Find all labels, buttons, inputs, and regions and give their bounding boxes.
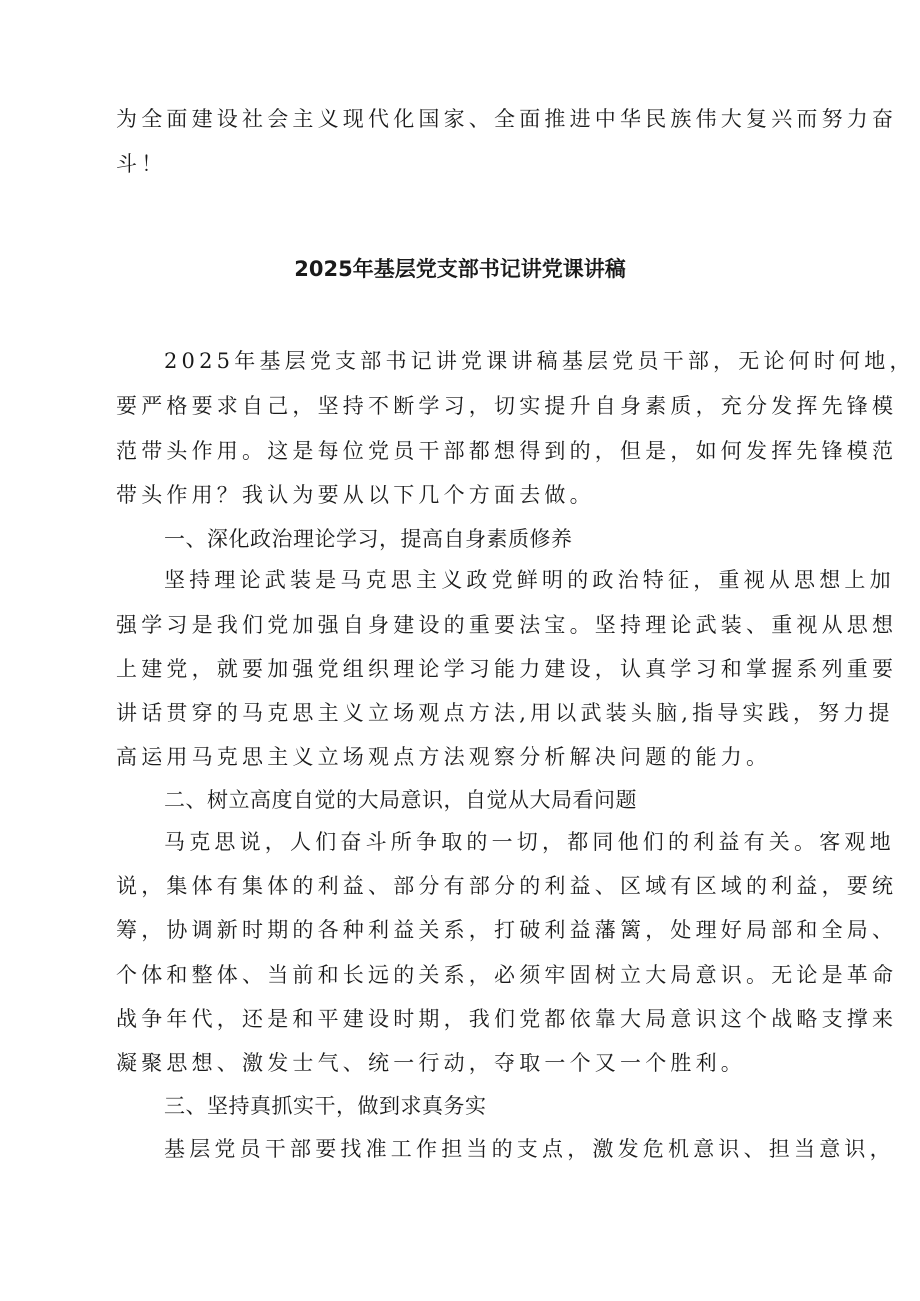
section-heading: 一、深化政治理论学习，提高自身素质修养 (164, 527, 573, 551)
intro-line: 范带头作用。这是每位党员干部都想得到的，但是，如何发挥先锋模范 (116, 439, 898, 463)
intro-line: 带头作用？我认为要从以下几个方面去做。 (116, 483, 595, 507)
section-line: 说，集体有集体的利益、部分有部分的利益、区域有区域的利益，要统 (116, 874, 898, 898)
section-line: 坚持理论武装是马克思主义政党鲜明的政治特征，重视从思想上加 (164, 568, 895, 592)
section-line: 凝聚思想、激发士气、统一行动，夺取一个又一个胜利。 (116, 1051, 746, 1075)
section-line: 基层党员干部要找准工作担当的支点，激发危机意识、担当意识， (164, 1137, 895, 1161)
section-line: 上建党，就要加强党组织理论学习能力建设，认真学习和掌握系列重要 (116, 657, 898, 681)
body-line: 为全面建设社会主义现代化国家、全面推进中华民族伟大复兴而努力奋 (116, 107, 898, 131)
section-heading: 三、坚持真抓实干，做到求真务实 (164, 1094, 487, 1118)
intro-line: 2025年基层党支部书记讲党课讲稿基层党员干部，无论何时何地， (164, 349, 915, 373)
section-heading: 二、树立高度自觉的大局意识，自觉从大局看问题 (164, 788, 637, 812)
body-line: 斗！ (116, 152, 167, 176)
section-line: 筹，协调新时期的各种利益关系，打破利益藩篱，处理好局部和全局、 (116, 918, 898, 942)
section-line: 战争年代，还是和平建设时期，我们党都依靠大局意识这个战略支撑来 (116, 1007, 898, 1031)
section-line: 高运用马克思主义立场观点方法观察分析解决问题的能力。 (116, 745, 772, 769)
section-line: 强学习是我们党加强自身建设的重要法宝。坚持理论武装、重视从思想 (116, 613, 898, 637)
document-title: 2025年基层党支部书记讲党课讲稿 (294, 257, 626, 281)
intro-line: 要严格要求自己，坚持不断学习，切实提升自身素质，充分发挥先锋模 (116, 394, 898, 418)
section-line: 讲话贯穿的马克思主义立场观点方法,用以武装头脑,指导实践，努力提 (116, 701, 894, 725)
section-line: 马克思说，人们奋斗所争取的一切，都同他们的利益有关。客观地 (164, 830, 895, 854)
section-line: 个体和整体、当前和长远的关系，必须牢固树立大局意识。无论是革命 (116, 963, 898, 987)
